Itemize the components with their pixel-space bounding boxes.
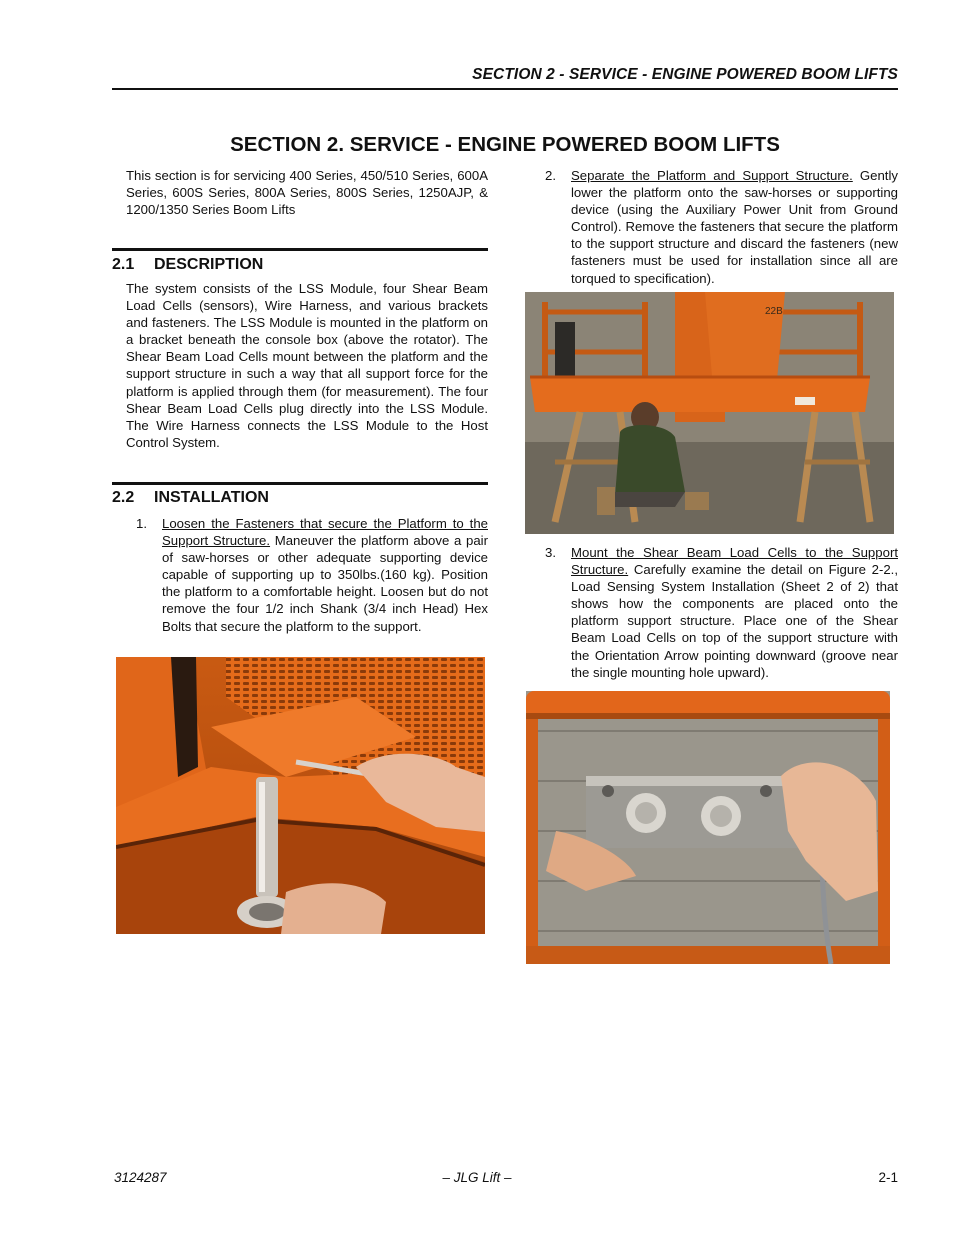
photo-loosen-fasteners — [116, 657, 485, 934]
section-heading-description — [112, 256, 263, 274]
photo-load-cell — [526, 691, 890, 964]
section-title: INSTALLATION — [154, 489, 269, 506]
running-header: SECTION 2 - SERVICE - ENGINE POWERED BOOM LIFTS — [472, 66, 898, 83]
step-title: Mount the Shear Beam Load Cells to the Support Structure. — [571, 545, 898, 578]
photo-loosen-fasteners-graphic — [116, 657, 485, 934]
step-body: Carefully examine the detail on Figure 2-2., Load Sensing System Installation (Sheet 2 of 2) that shows how the components are placed onto the platform support structure. Place one of the Shear Beam Load Cells on top of the support structure with the Orientation Arrow pointing downward (groove near the single mounting hole upward). — [571, 562, 898, 680]
step-number: 3. — [545, 545, 556, 560]
section-rule-description — [112, 248, 488, 251]
photo-platform-on-sawhorses-graphic — [525, 292, 894, 534]
step-body: Maneuver the platform above a pair of saw-horses or other adequate supporting device capable of supporting up to 350lbs.(160 kg). Position the platform to a comfortable height. Loosen but do not remove the four 1/2 inch Shank (3/4 inch Head) Hex Bolts that secure the platform to the support. — [162, 533, 488, 634]
footer-doc-number: 3124287 — [114, 1170, 167, 1185]
step-number: 1. — [136, 516, 147, 531]
section-number: 2.2 — [112, 489, 135, 506]
header-rule — [112, 88, 898, 90]
section-heading-installation — [112, 489, 269, 507]
step-text — [162, 515, 488, 635]
footer-center: – JLG Lift – — [442, 1170, 512, 1185]
section-rule-installation — [112, 482, 488, 485]
photo-platform-on-sawhorses — [525, 292, 894, 534]
section-title: DESCRIPTION — [154, 256, 264, 273]
platform-label: 22B — [765, 306, 783, 317]
page-title: SECTION 2. SERVICE - ENGINE POWERED BOOM LIFTS — [230, 133, 780, 156]
section-number: 2.1 — [112, 256, 135, 273]
step-title: Loosen the Fasteners that secure the Platform to the Support Structure. — [162, 516, 488, 549]
step-title: Separate the Platform and Support Structure. — [571, 168, 853, 183]
step-body: Gently lower the platform onto the saw-horses or supporting device (using the Auxiliary Power Unit from Ground Control). Remove the fasteners that secure the platform to the support structure and discard the fasteners (new fasteners must be used for installation since all are torqued to specification). — [571, 168, 898, 286]
footer-page-number: 2-1 — [878, 1170, 898, 1185]
step-number: 2. — [545, 168, 556, 183]
step-text — [571, 544, 898, 681]
description-paragraph: The system consists of the LSS Module, four Shear Beam Load Cells (sensors), Wire Harness, and various brackets and fasteners. The LSS Module is mounted in the platform on a bracket beneath the console box (above the rotator). The Shear Beam Load Cells mount between the platform and the support structure in such a way that all support force for the platform is applied through them (for measurement). The four Shear Beam Load Cells plug directly into the LSS Module. The Wire Harness connects the LSS Module to the Host Control System. — [126, 281, 488, 450]
photo-load-cell-graphic — [526, 691, 890, 964]
intro-paragraph: This section is for servicing 400 Series, 450/510 Series, 600A Series, 600S Series, 800A Series, 800S Series, 1250AJP, & 1200/1350 Series Boom Lifts — [126, 168, 488, 218]
step-text — [571, 167, 898, 287]
